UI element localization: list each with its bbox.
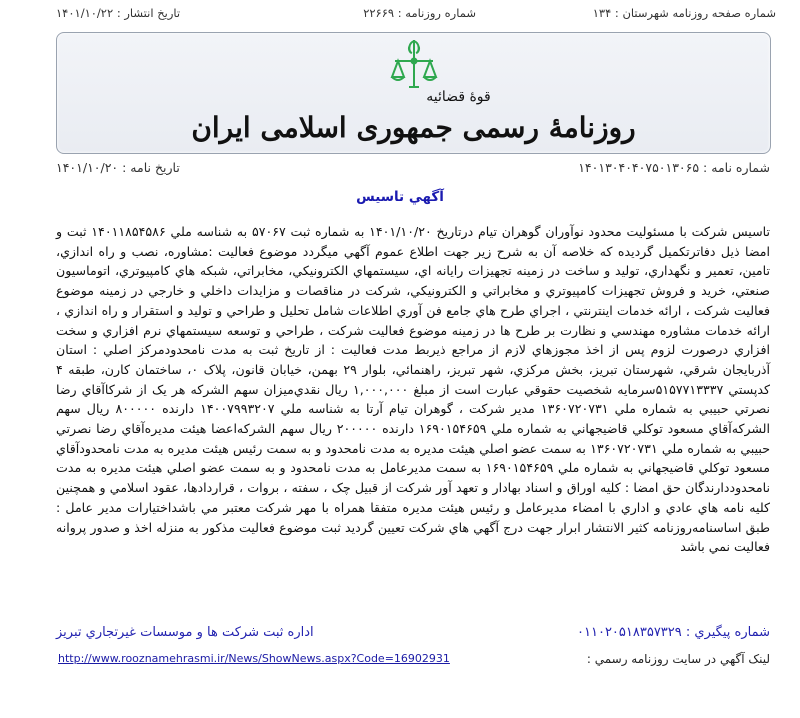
notice-link[interactable]: http://www.rooznamehrasmi.ir/News/ShowNews.aspx?Code=16902931 <box>58 652 450 665</box>
issuing-office: اداره ثبت شركت ها و موسسات غيرتجاري تبريز <box>56 625 314 640</box>
top-info-bar <box>56 6 776 24</box>
notice-heading: آگهي تاسيس <box>356 189 444 205</box>
publish-date: تاريخ انتشار : ۱۴۰۱/۱۰/۲۲ <box>56 6 181 20</box>
notice-body: تاسيس شركت با مسئوليت محدود نوآوران گوهران تيام درتاريخ ۱۴۰۱/۱۰/۲۰ به شماره ثبت ۵۷۰۶۷ به شناسه ملي ۱۴۰۱۱۸۵۴۵۸۶ ثبت و امضا ذيل دفاترتكميل گرديده كه خلاصه آن به شرح زير جهت اطلاع عموم آگهي ميگردد موضوع فعاليت :مشاوره، نصب و راه اندازي، تامين، تعمير و نگهداري، توليد و ساخت در زمينه تجهيزات رايانه اي، سيستمهاي الكترونيكي، مخابراتي، شبكه هاي كامپيوتري، اتوماسيون صنعتي، خريد و فروش تجهيزات كامپيوتري و مخابراتي و الكترونيكي، شركت در مناقصات و مزايدات داخلي و خارجي در زمينه موضوع فعاليت شركت ، ارائه خدمات اينترنتي ، اجراي طرح هاي جامع فن آوري اطلاعات شامل تحليل و طراحي و توليد و استقرار و راه اندازي ، ارائه خدمات مشاوره مهندسي و نظارت بر طرح ها در زمينه موضوع فعاليت شركت ، طراحي و توسعه سيستمهاي نرم افزاري و سخت افزاري درصورت لزوم پس از اخذ مجوزهاي لازم از مراجع ذيربط مدت فعاليت : از تاريخ ثبت به مدت نامحدودمركز اصلي : استان آذربايجان شرقي، شهرستان تبريز، بخش مركزي، شهر تبريز، راهنمائي، بلوار ۲۹ بهمن، خيابان قانون، پلاک ۰، ساختمان كارن، طبقه ۴ كدپستي ۵۱۵۷۷۱۳۳۳۷سرمايه شخصيت حقوقي عبارت است از مبلغ ۱,۰۰۰,۰۰۰ ريال نقدي‌ميزان سهم الشركه هر يک از شركاآقاي رضا نصرتي حبيبي به شماره ملي ۱۳۶۰۷۲۰۷۳۱ مدير شركت ، گوهران تيام آرتا به شناسه ملي ۱۴۰۰۷۹۹۳۲۰۷ دارنده ۸۰۰۰۰۰ ريال سهم الشركه‌آقاي مسعود توكلي قاضيجهاني به شماره ملي ۱۶۹۰۱۵۴۶۵۹ دارنده ۲۰۰۰۰۰ ريال سهم الشركه‌اعضا هيئت مديره‌آقاي رضا نصرتي حبيبي به شماره ملي ۱۳۶۰۷۲۰۷۳۱ به سمت عضو اصلي هيئت مديره به مدت نامحدود و به سمت رئيس هيئت مديره به مدت نامحدودآقاي مسعود توكلي قاضيجهاني به شماره ملي ۱۶۹۰۱۵۴۶۵۹ به سمت مديرعامل به مدت نامحدود و به سمت عضو اصلي هيئت مديره به مدت نامحدوددارندگان حق امضا : كليه اوراق و اسناد بهادار و تعهد آور شركت از قبيل چک ، سفته ، بروات ، قراردادها، عقود اسلامي و همچنين كليه نامه هاي عادي و اداري با امضاء مديرعامل و رئيس هيئت مديره متفقا همراه با مهر شركت معتبر مي باشداختيارات مدير عامل : طبق اساسنامه‌روزنامه كثير الانتشار ابرار جهت درج آگهي هاي شركت تعيين گرديد ثبت موضوع فعاليت مذكور به منزله اخذ و صدور پروانه فعاليت نمي باشد <box>56 224 771 555</box>
gazette-title: روزنامهٔ رسمی جمهوری اسلامی ایران <box>191 111 636 144</box>
gazette-banner <box>56 32 771 154</box>
letter-date: تاريخ نامه : ۱۴۰۱/۱۰/۲۰ <box>56 160 180 175</box>
newspaper-number: شماره روزنامه : ۲۲۶۶۹ <box>363 6 476 20</box>
letter-number: شماره نامه : ۱۴۰۱۳۰۴۰۴۰۷۵۰۱۳۰۶۵ <box>578 160 770 175</box>
letter-meta <box>56 160 770 178</box>
scales-of-justice-emblem-icon <box>389 37 439 93</box>
judiciary-subtitle: قوهٔ قضائیه <box>426 89 491 105</box>
city-page-number: شماره صفحه روزنامه شهرستان : ۱۳۴ <box>592 6 776 20</box>
link-label: لينک آگهي در سايت روزنامه رسمي : <box>586 652 770 666</box>
tracking-number: شماره پيگيري : ۰۱۱۰۲۰۵۱۸۳۵۷۳۲۹ <box>577 625 770 640</box>
